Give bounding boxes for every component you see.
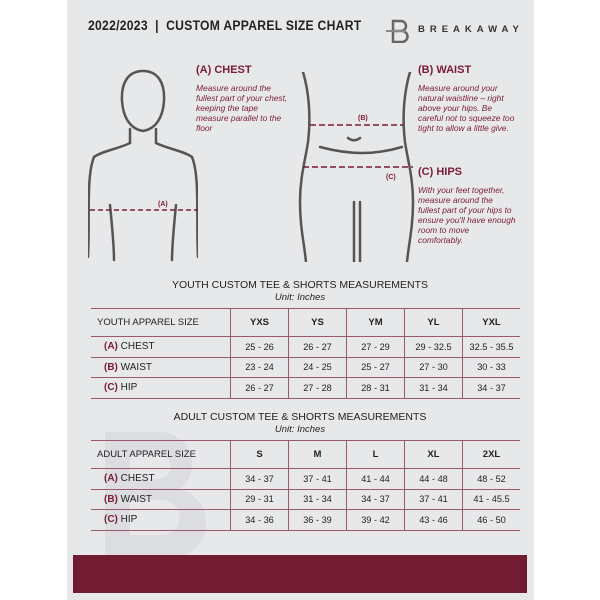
measurement-cell: 41 - 44 [347,469,405,490]
row-key: (B) [104,361,118,373]
table-row [91,469,520,490]
measurement-cell: 48 - 52 [463,469,521,490]
row-key: (C) [104,382,118,394]
measurement-cell: 44 - 48 [405,469,463,490]
table-row [91,357,520,378]
brand-name: BREAKAWAY [418,24,524,35]
row-label [91,510,231,531]
measurement-cell: 30 - 33 [463,357,521,378]
adult-section-heading [91,411,509,436]
table-header-row [91,441,520,469]
measurement-cell: 36 - 39 [289,510,347,531]
breakaway-logo-icon [384,19,412,43]
table-row [91,378,520,399]
size-header: M [289,441,347,469]
table-header-row [91,309,520,337]
row-label [91,378,231,399]
measurement-cell: 26 - 27 [289,337,347,358]
row-name: WAIST [120,361,152,373]
table-row [91,337,520,358]
measurement-cell: 27 - 28 [289,378,347,399]
adult-unit: Unit: Inches [274,424,326,435]
measurement-cell: 34 - 37 [463,378,521,399]
row-key: (A) [104,341,118,353]
measurement-cell: 25 - 27 [347,357,405,378]
chest-heading: (A) CHEST [196,64,252,76]
adult-size-table [91,440,520,531]
row-key: (B) [104,493,118,505]
size-header: YM [347,309,405,337]
page-title: 2022/2023 | CUSTOM APPAREL SIZE CHART [88,18,362,33]
youth-section-heading [91,279,509,304]
row-key: (C) [104,514,118,526]
hips-marker: (C) [386,174,396,181]
measurement-cell: 24 - 25 [289,357,347,378]
youth-size-table [91,308,520,399]
measurement-cell: 27 - 29 [347,337,405,358]
row-label [91,469,231,490]
measurement-cell: 34 - 37 [347,489,405,510]
measurement-cell: 31 - 34 [405,378,463,399]
measurement-cell: 34 - 37 [231,469,289,490]
size-header: XL [405,441,463,469]
measurement-cell: 37 - 41 [405,489,463,510]
measurement-cell: 25 - 26 [231,337,289,358]
chest-marker: (A) [158,201,168,208]
waist-description: Measure around your natural waistline – right above your hips. Be careful not to squeeze too tight to allow a little give. [418,83,515,133]
row-key: (A) [104,473,118,485]
size-header: L [347,441,405,469]
waist-heading: (B) WAIST [418,64,472,76]
measurement-cell: 32.5 - 35.5 [463,337,521,358]
measurement-cell: 34 - 36 [231,510,289,531]
measurement-cell: 29 - 31 [231,489,289,510]
waist-marker: (B) [358,115,368,122]
header-label: ADULT APPAREL SIZE [91,441,231,469]
measurement-cell: 43 - 46 [405,510,463,531]
adult-title: ADULT CUSTOM TEE & SHORTS MEASUREMENTS [173,411,427,423]
youth-unit: Unit: Inches [274,292,326,303]
size-header: YXL [463,309,521,337]
measurement-cell: 26 - 27 [231,378,289,399]
size-header: YS [289,309,347,337]
youth-title: YOUTH CUSTOM TEE & SHORTS MEASUREMENTS [171,279,429,291]
measurement-cell: 46 - 50 [463,510,521,531]
row-label [91,489,231,510]
measurement-cell: 28 - 31 [347,378,405,399]
row-name: CHEST [120,473,155,485]
size-header: YXS [231,309,289,337]
measurement-cell: 27 - 30 [405,357,463,378]
row-label [91,337,231,358]
measurement-cell: 37 - 41 [289,469,347,490]
upper-body-figure [88,65,198,265]
row-name: HIP [120,382,138,394]
measurement-cell: 39 - 42 [347,510,405,531]
hips-description: With your feet together, measure around the fullest part of your hips to ensure you'll have enough room to move comfortably. [418,185,516,245]
hips-heading: (C) HIPS [418,166,462,178]
chest-description: Measure around the fullest part of your chest, keeping the tape measure parallel to the floor [196,83,288,133]
measurement-cell: 41 - 45.5 [463,489,521,510]
footer-bar [73,555,527,593]
size-header: 2XL [463,441,521,469]
measurement-cell: 29 - 32.5 [405,337,463,358]
table-row [91,489,520,510]
size-header: S [231,441,289,469]
row-name: CHEST [120,341,155,353]
row-name: HIP [120,514,138,526]
row-label [91,357,231,378]
measurement-cell: 23 - 24 [231,357,289,378]
row-name: WAIST [120,493,152,505]
table-row [91,510,520,531]
lower-body-figure [298,72,418,262]
header-label: YOUTH APPAREL SIZE [91,309,231,337]
measurement-cell: 31 - 34 [289,489,347,510]
size-header: YL [405,309,463,337]
